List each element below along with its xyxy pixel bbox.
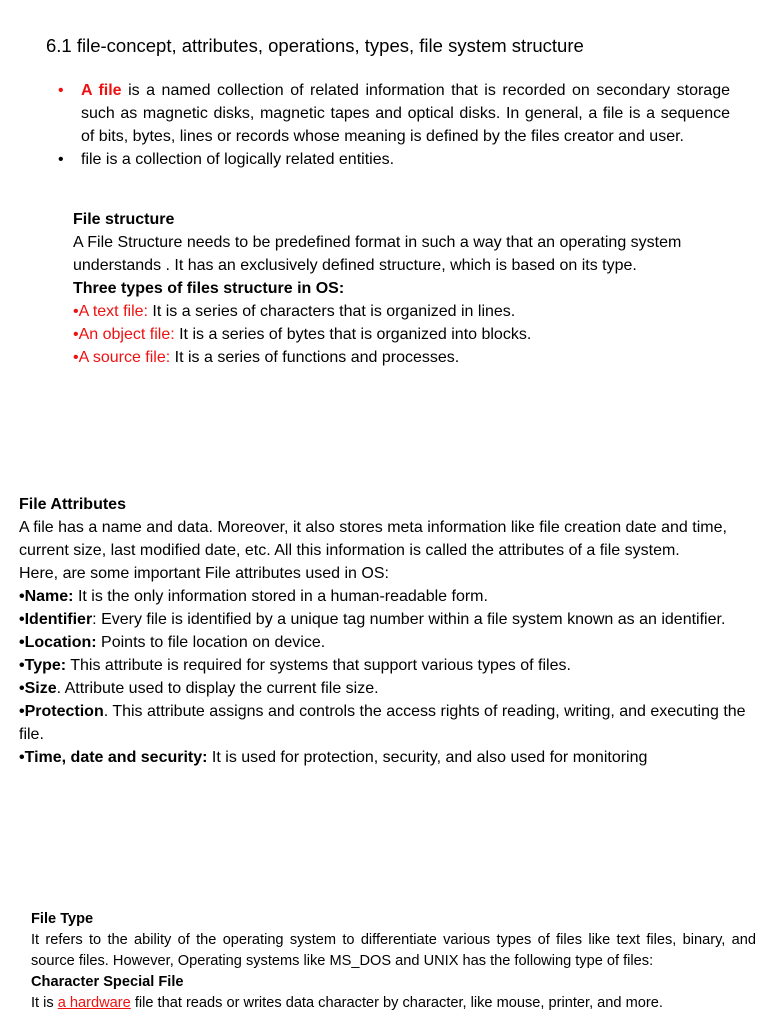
list-item	[73, 323, 723, 346]
list-item	[19, 746, 749, 769]
section-title: File Type	[31, 911, 94, 927]
list-item	[73, 346, 723, 369]
item-text: . Attribute used to display the current file size.	[56, 680, 379, 697]
page-title: 6.1 file-concept, attributes, operations, types, file system structure	[46, 35, 584, 56]
term: •A text file:	[73, 303, 148, 320]
item-text: It is the only information stored in a human-readable form.	[73, 588, 488, 605]
definition-list	[58, 79, 730, 171]
list-item	[19, 654, 749, 677]
list-item	[19, 631, 749, 654]
term: •Name:	[19, 588, 74, 605]
item-text: It is a series of functions and processes.	[170, 349, 460, 366]
bullet-icon: •	[58, 151, 64, 168]
item-text: Points to file location on device.	[96, 634, 326, 651]
file-attributes-section	[19, 493, 749, 769]
item-text: It is a series of bytes that is organized into blocks.	[174, 326, 532, 343]
definition-text: file is a collection of logically related entities.	[81, 151, 395, 168]
list-item	[19, 608, 749, 631]
term: A file	[81, 82, 122, 99]
list-item	[58, 79, 730, 148]
term: •Identifier	[19, 611, 93, 628]
section-body: It refers to the ability of the operating system to differentiate various types of files like text files, binary, and source files. However, Operating systems like MS_DOS and UNIX has the following type of files:	[31, 932, 756, 969]
term: •Protection	[19, 703, 104, 720]
item-text: It is a series of characters that is organized in lines.	[147, 303, 516, 320]
list-item	[73, 300, 723, 323]
file-type-section	[31, 909, 756, 1014]
body-text: file that reads or writes data character by character, like mouse, printer, and more.	[130, 995, 663, 1011]
subsection-body	[31, 993, 756, 1014]
section-title: File structure	[73, 211, 175, 228]
list-item	[19, 700, 749, 746]
file-structure-section	[73, 208, 723, 369]
list-item	[19, 677, 749, 700]
term: •Location:	[19, 634, 97, 651]
item-text: : Every file is identified by a unique tag number within a file system known as an identifier.	[92, 611, 726, 628]
hardware-link[interactable]: a hardware	[57, 995, 131, 1011]
item-text: It is used for protection, security, and also used for monitoring	[207, 749, 648, 766]
term: •A source file:	[73, 349, 171, 366]
body-text: It is	[31, 995, 58, 1011]
term: •An object file:	[73, 326, 175, 343]
subsection-title: Three types of files structure in OS:	[73, 280, 345, 297]
section-lead: Here, are some important File attributes used in OS:	[19, 565, 389, 582]
definition-text: is a named collection of related information that is recorded on secondary storage such as magnetic disks, magnetic tapes and optical disks. In general, a file is a sequence of bits, bytes, lines or records whose meaning is defined by the files creator and user.	[81, 82, 731, 145]
item-text: . This attribute assigns and controls the access rights of reading, writing, and executing the file.	[19, 703, 746, 743]
item-text: This attribute is required for systems that support various types of files.	[66, 657, 571, 674]
subsection-title: Character Special File	[31, 974, 184, 990]
section-body: A file has a name and data. Moreover, it also stores meta information like file creation date and time, current size, last modified date, etc. All this information is called the attributes of a file system.	[19, 519, 727, 559]
section-title: File Attributes	[19, 496, 126, 513]
term: •Time, date and security:	[19, 749, 208, 766]
list-item	[19, 585, 749, 608]
section-body: A File Structure needs to be predefined format in such a way that an operating system understands . It has an exclusively defined structure, which is based on its type.	[73, 234, 682, 274]
term: •Size	[19, 680, 57, 697]
bullet-icon: •	[58, 82, 64, 99]
list-item	[58, 148, 730, 171]
term: •Type:	[19, 657, 67, 674]
